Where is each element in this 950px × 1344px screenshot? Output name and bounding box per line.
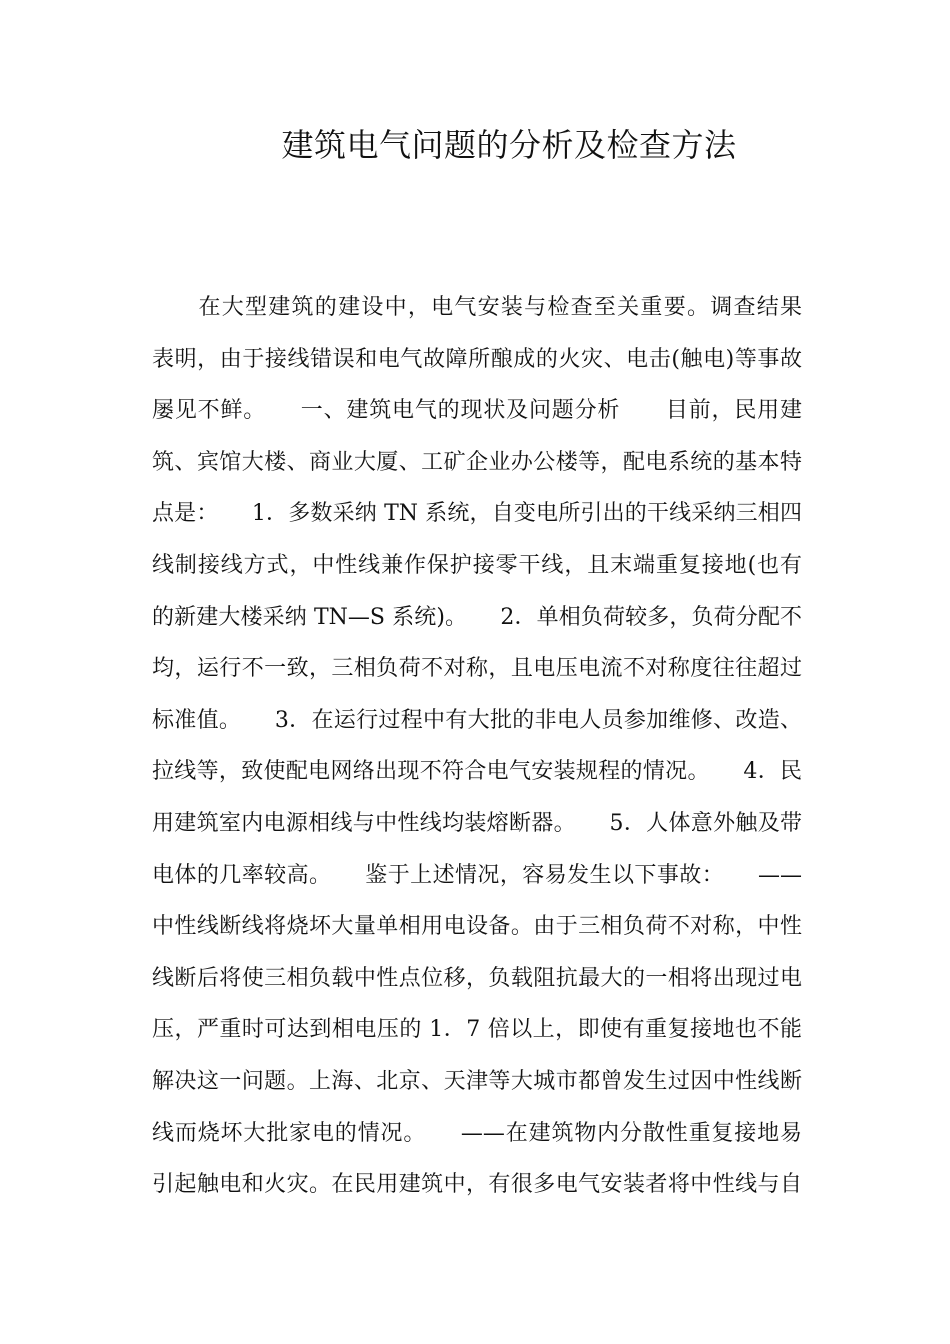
text-line: 拉线等，致使配电网络出现不符合电气安装规程的情况。 4．民: [152, 759, 802, 785]
text-line: 电体的几率较高。 鉴于上述情况，容易发生以下事故： ——: [152, 862, 802, 888]
text-line: 均，运行不一致，三相负荷不对称，且电压电流不对称度往往超过: [152, 656, 802, 682]
text-line: 屡见不鲜。 一、建筑电气的现状及问题分析 目前，民用建: [152, 398, 802, 424]
text-line: 在大型建筑的建设中，电气安装与检查至关重要。调查结果: [152, 295, 802, 320]
text-line: 压，严重时可达到相电压的 1．7 倍以上，即使有重复接地也不能: [152, 1017, 802, 1043]
text-line: 用建筑室内电源相线与中性线均装熔断器。 5．人体意外触及带: [152, 810, 802, 836]
text-line: 引起触电和火灾。在民用建筑中，有很多电气安装者将中性线与自: [152, 1172, 802, 1198]
text-line: 线制接线方式，中性线兼作保护接零干线，且末端重复接地(也有: [152, 552, 802, 578]
text-line: 筑、宾馆大楼、商业大厦、工矿企业办公楼等，配电系统的基本特: [152, 449, 802, 475]
text-line: 表明，由于接线错误和电气故障所酿成的火灾、电击(触电)等事故: [152, 346, 802, 372]
body-text: [152, 282, 802, 1211]
text-line: 点是： 1．多数采纳 TN 系统，自变电所引出的干线采纳三相四: [152, 501, 802, 527]
document-title: 建筑电气问题的分析及检查方法: [281, 126, 737, 164]
text-line: 解决这一问题。上海、北京、天津等大城市都曾发生过因中性线断: [152, 1068, 802, 1094]
text-line: 的新建大楼采纳 TN—S 系统)。 2．单相负荷较多，负荷分配不: [152, 604, 802, 630]
text-line: 标准值。 3．在运行过程中有大批的非电人员参加维修、改造、: [152, 707, 802, 733]
text-line: 线而烧坏大批家电的情况。 ——在建筑物内分散性重复接地易: [152, 1120, 802, 1146]
text-line: 线断后将使三相负载中性点位移，负载阻抗最大的一相将出现过电: [152, 965, 802, 991]
text-line: 中性线断线将烧坏大量单相用电设备。由于三相负荷不对称，中性: [152, 914, 802, 940]
